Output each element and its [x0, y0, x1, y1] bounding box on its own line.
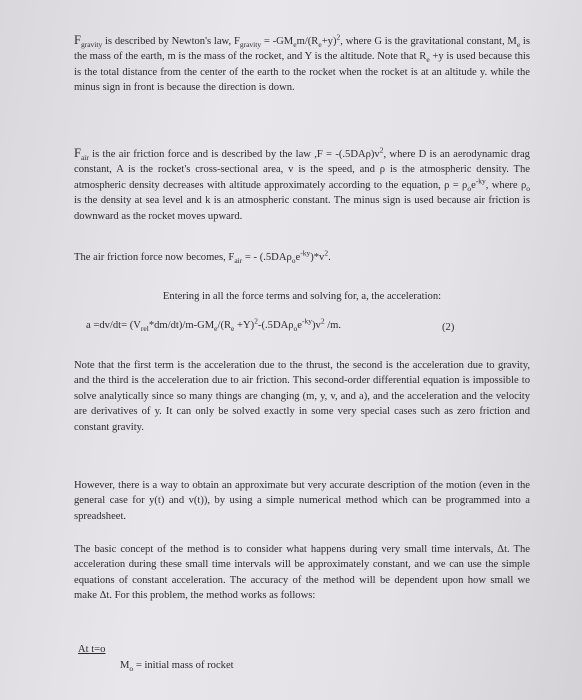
paragraph-basic-concept: The basic concept of the method is to consider what happens during very small time intervals, Δt. The acceleration during these small time intervals will be approximately constant, and we can use the simple equations of constant acceleration. The accuracy of the method will be dependent upon how small we make Δt. For this problem, the method works as follows:: [74, 544, 530, 602]
paragraph-air-friction: $F_{air}$ is the air friction force and is described by the law $,F = -(.5DA\rho)v^2$, where D is an aerodynamic drag constant, A is the rocket's cross-sectional area, v is the speed, and ρ is the atmospheric density. The atmospheric density decreases with altitude approximately according to the equation, $\rho = \rho_oe^{-ky}$, where $\rho_o$ is the density at sea level and k is an atmospheric constant. The minus sign is used because air friction is downward as the rocket moves upward.: [74, 145, 530, 222]
initial-mass-line: $M_o$ = initial mass of rocket: [120, 660, 234, 674]
paragraph-gravity: $F_{gravity}$ is described by Newton's law, $F_{gravity} = -GM_em/(R_e+y)^2$, where G is the gravitational constant, $M_e$ is the mass of the earth, m is the mass of the rocket, and Y is the altitude. Note that $R_e +y$ is used because this is the total distance from the center of the earth to the rocket when the rocket is at an altitude y. while the minus sign in front is because the direction is down.: [74, 32, 530, 94]
paragraph-note: Note that the first term is the acceleration due to the thrust, the second is the acceleration due to gravity, and the third is the acceleration due to air friction. This second-order differential equation is impossible to solve analytically since so many things are changing (m, y, v, and a), and the acceleration and the velocity are derivatives of y. It can only be solved exactly in some very special cases such as zero friction and constant gravity.: [74, 360, 530, 433]
paragraph-entering: Entering in all the force terms and solving for, a, the acceleration:: [162, 291, 442, 302]
equation-acceleration: $a =dv/dt= (V_{rel}*dm/dt)/m-GM_e/(R_e +Y)^2-(.5DA\rho_oe^{-ky})v^2$ /m.: [86, 316, 342, 334]
paragraph-however: However, there is a way to obtain an approximate but very accurate description of the motion (even in the general case for y(t) and v(t)), by using a simple numerical method which can be programmed into a spreadsheet.: [74, 480, 530, 522]
paragraph-air-force: The air friction force now becomes, $F_{air}$ = - $(.5DA\rho_oe^{-ky})*v^2$.: [74, 248, 331, 266]
at-t-zero-label: At t=o: [78, 644, 106, 655]
equation-number: (2): [442, 322, 455, 333]
